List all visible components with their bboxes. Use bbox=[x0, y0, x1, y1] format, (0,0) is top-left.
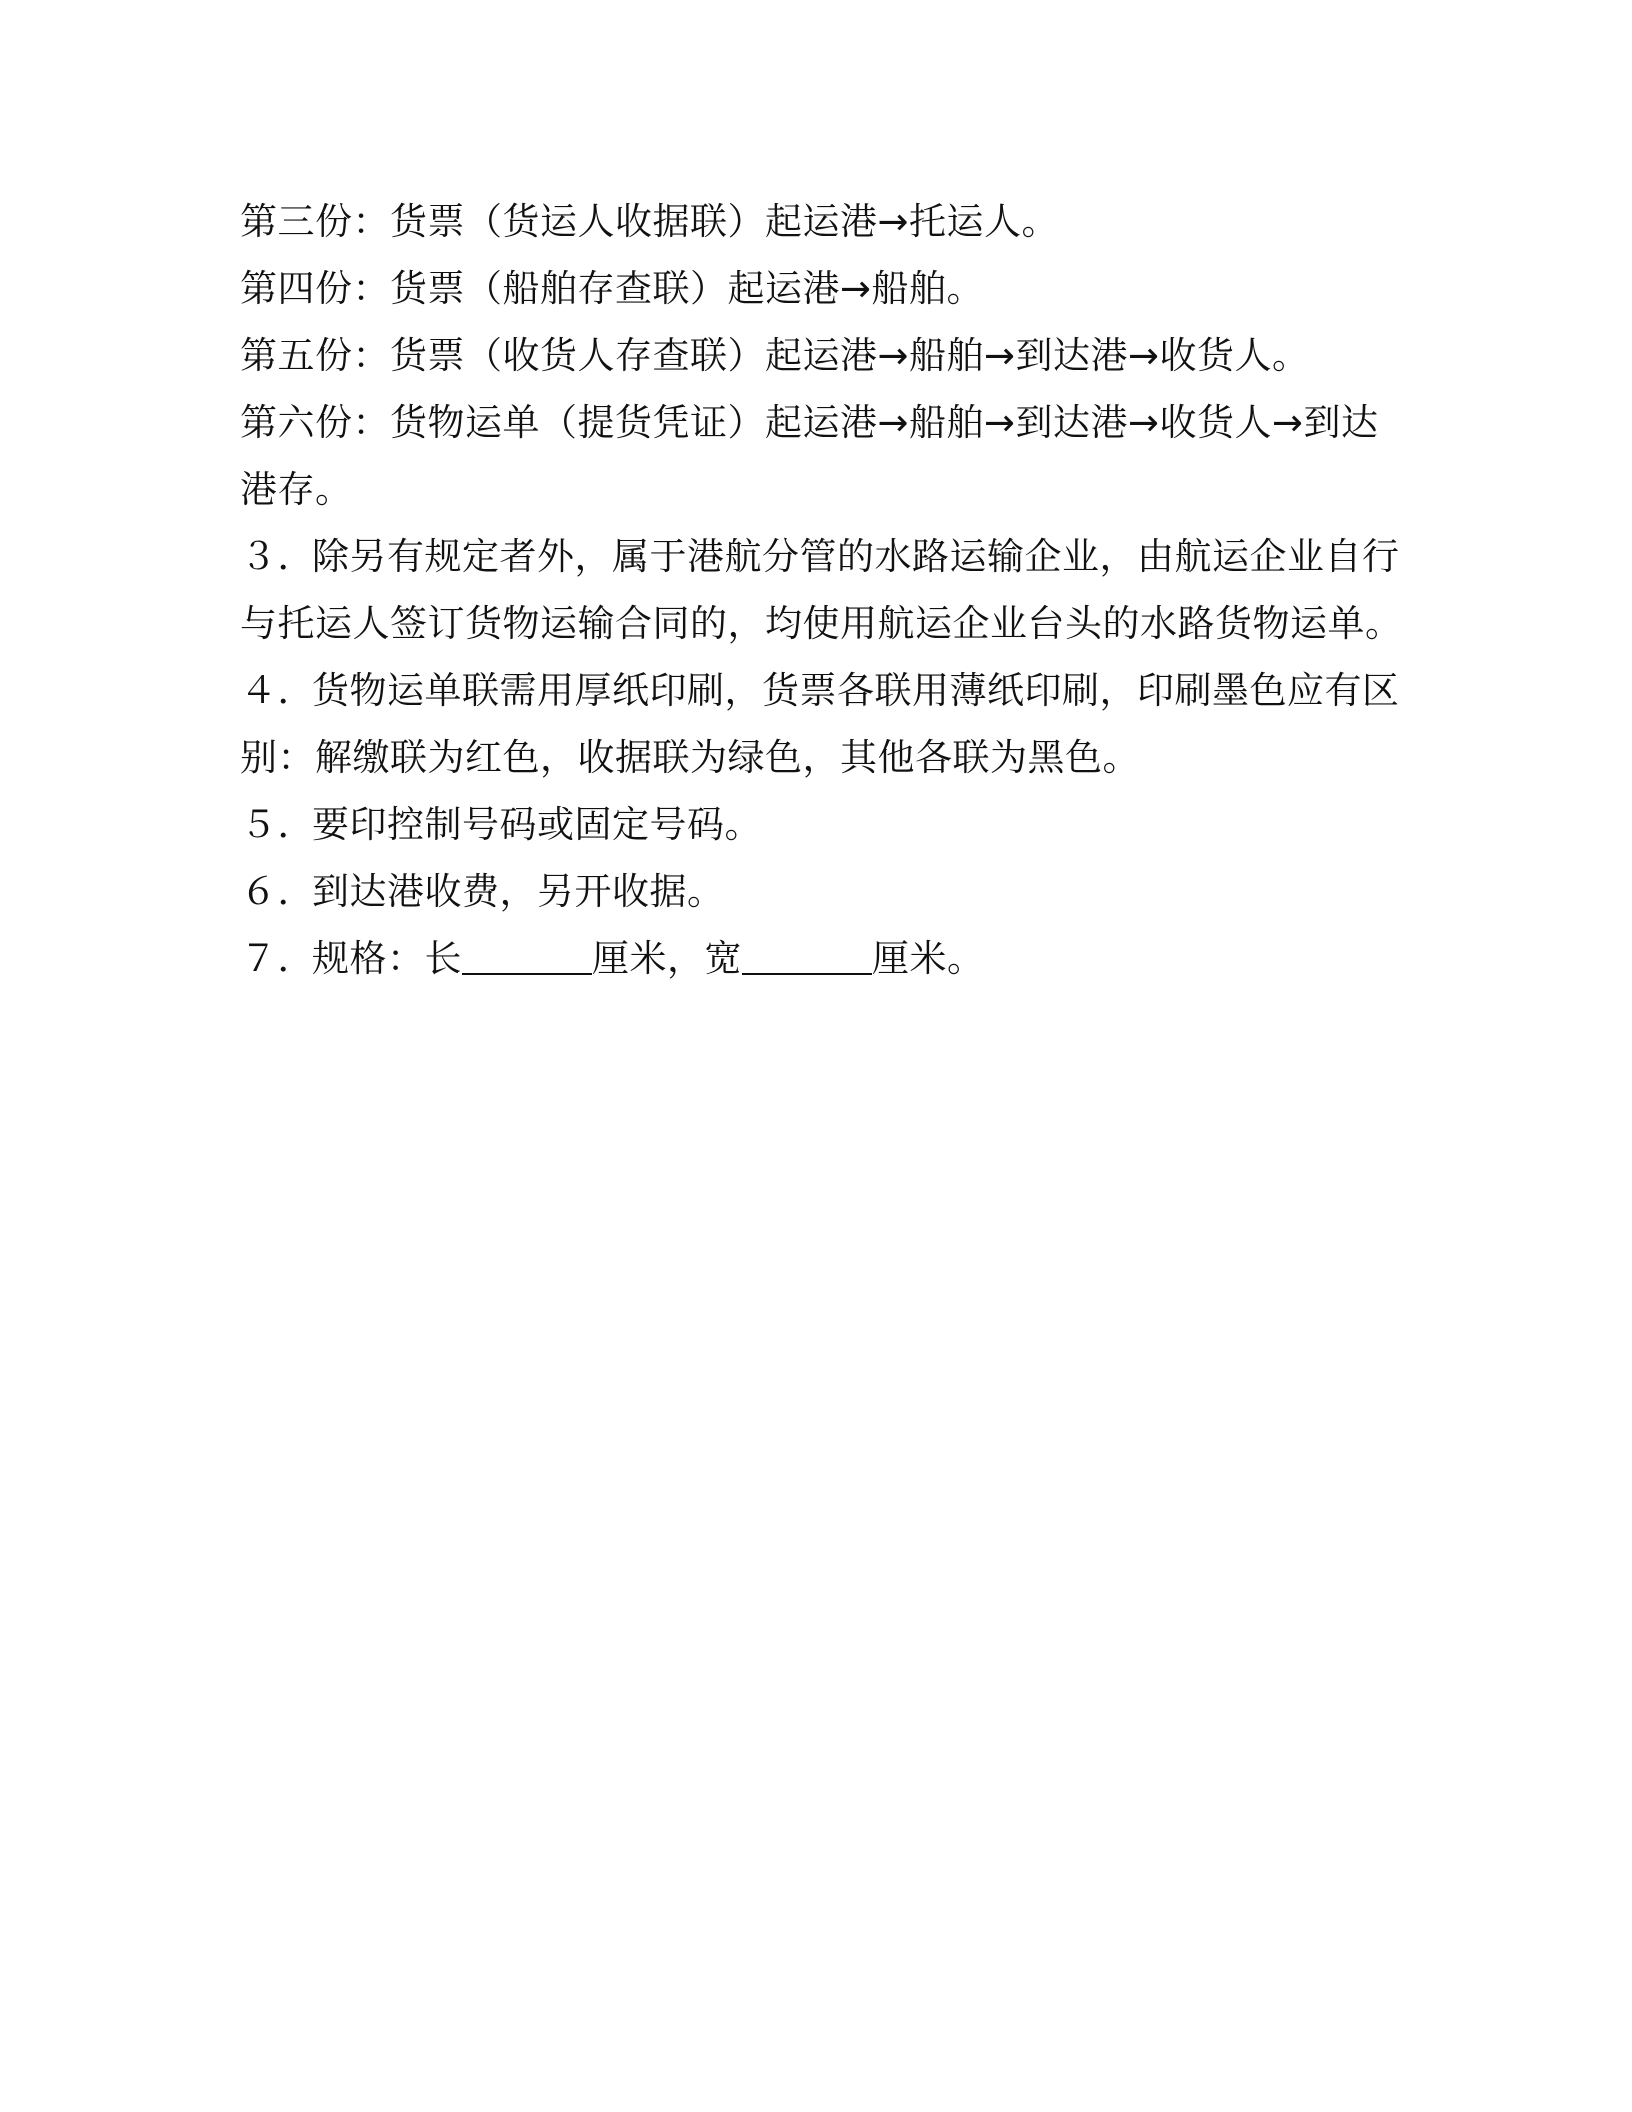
numbered-item-6 bbox=[240, 858, 1392, 925]
numbered-item-4 bbox=[240, 657, 1400, 724]
text-line: 第四份：货票（船舶存查联）起运港→船舶。 bbox=[240, 267, 985, 310]
spec-unit-width: 厘米，宽 bbox=[592, 937, 742, 980]
length-blank bbox=[462, 931, 592, 975]
item-number: ７． bbox=[240, 937, 315, 980]
item-text: 到达港收费，另开收据。 bbox=[312, 870, 725, 913]
numbered-item-7 bbox=[240, 925, 1392, 992]
item-number: ４． bbox=[240, 669, 315, 712]
item-continuation: 别：解缴联为红色，收据联为绿色，其他各联为黑色。 bbox=[240, 736, 1140, 779]
text-line: 第五份：货票（收货人存查联）起运港→船舶→到达港→收货人。 bbox=[240, 334, 1310, 377]
numbered-item-3 bbox=[240, 523, 1400, 590]
width-blank bbox=[742, 931, 872, 975]
item-continuation: 与托运人签订货物运输合同的，均使用航运企业台头的水路货物运单。 bbox=[240, 602, 1403, 645]
numbered-item-5 bbox=[240, 791, 1392, 858]
item-number: ３． bbox=[240, 535, 315, 578]
item-text: 要印控制号码或固定号码。 bbox=[312, 803, 762, 846]
spec-unit-end: 厘米。 bbox=[872, 937, 985, 980]
item-number: ５． bbox=[240, 803, 315, 846]
item-text: 货物运单联需用厚纸印刷，货票各联用薄纸印刷，印刷墨色应有区 bbox=[312, 669, 1400, 712]
item-text: 除另有规定者外，属于港航分管的水路运输企业，由航运企业自行 bbox=[312, 535, 1400, 578]
spec-label: 规格：长 bbox=[312, 937, 462, 980]
item-number: ６． bbox=[240, 870, 315, 913]
document-body bbox=[240, 188, 1403, 992]
text-line: 第三份：货票（货运人收据联）起运港→托运人。 bbox=[240, 200, 1060, 243]
text-line: 港存。 bbox=[240, 468, 353, 511]
text-line: 第六份：货物运单（提货凭证）起运港→船舶→到达港→收货人→到达 bbox=[240, 401, 1379, 444]
